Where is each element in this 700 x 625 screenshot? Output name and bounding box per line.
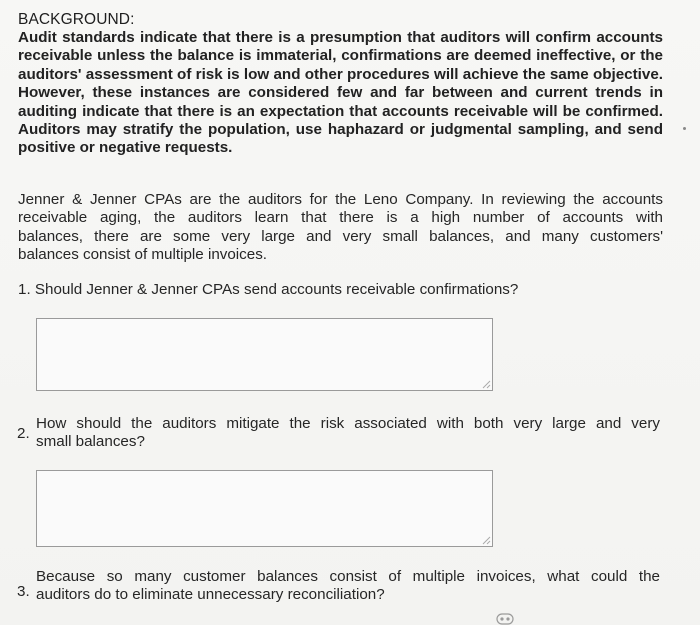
question-3-number: 3. (17, 583, 30, 600)
scenario-line: receivable aging, the auditors learn that there is a high number of accounts with (18, 209, 663, 227)
background-line: auditors' assessment of risk is low and other procedures will achieve the same objective. (18, 65, 663, 83)
question-2-number: 2. (17, 425, 30, 442)
answer-2-field[interactable] (36, 470, 493, 547)
background-heading: BACKGROUND: (18, 11, 135, 28)
question-3-text (36, 568, 660, 605)
question-3-line: auditors do to eliminate unnecessary reconciliation? (36, 586, 385, 604)
background-line: positive or negative requests. (18, 139, 233, 157)
question-1-text: 1. Should Jenner & Jenner CPAs send accounts receivable confirmations? (18, 281, 519, 298)
scenario-line: Jenner & Jenner CPAs are the auditors for the Leno Company. In reviewing the accounts (18, 191, 663, 208)
background-paragraph (18, 29, 663, 158)
resize-grip-icon[interactable] (482, 536, 491, 545)
scroll-hint-icon (496, 612, 514, 625)
background-line: receivable unless the balance is immaterial, confirmations are deemed ineffective, or the (18, 47, 663, 65)
question-3-line: Because so many customer balances consist of multiple invoices, what could the (36, 568, 660, 585)
answer-1-field[interactable] (36, 318, 493, 391)
background-line: Auditors may stratify the population, use haphazard or judgmental sampling, and send (18, 121, 663, 139)
stray-dot (683, 127, 686, 130)
scenario-paragraph (18, 191, 663, 265)
question-2-line: small balances? (36, 433, 145, 451)
background-line: Audit standards indicate that there is a presumption that auditors will confirm accounts (18, 29, 663, 46)
question-2-text (36, 415, 660, 452)
scenario-line: balances consist of multiple invoices. (18, 246, 268, 264)
question-2-line: How should the auditors mitigate the risk associated with both very large and very (36, 415, 660, 432)
resize-grip-icon[interactable] (482, 380, 491, 389)
scenario-line: balances, there are some very large and very small balances, and many customers' (18, 227, 663, 245)
background-line: auditing indicate that there is an expectation that accounts receivable will be confirmed. (18, 102, 663, 120)
background-line: However, these instances are considered few and far between and current trends in (18, 84, 663, 102)
